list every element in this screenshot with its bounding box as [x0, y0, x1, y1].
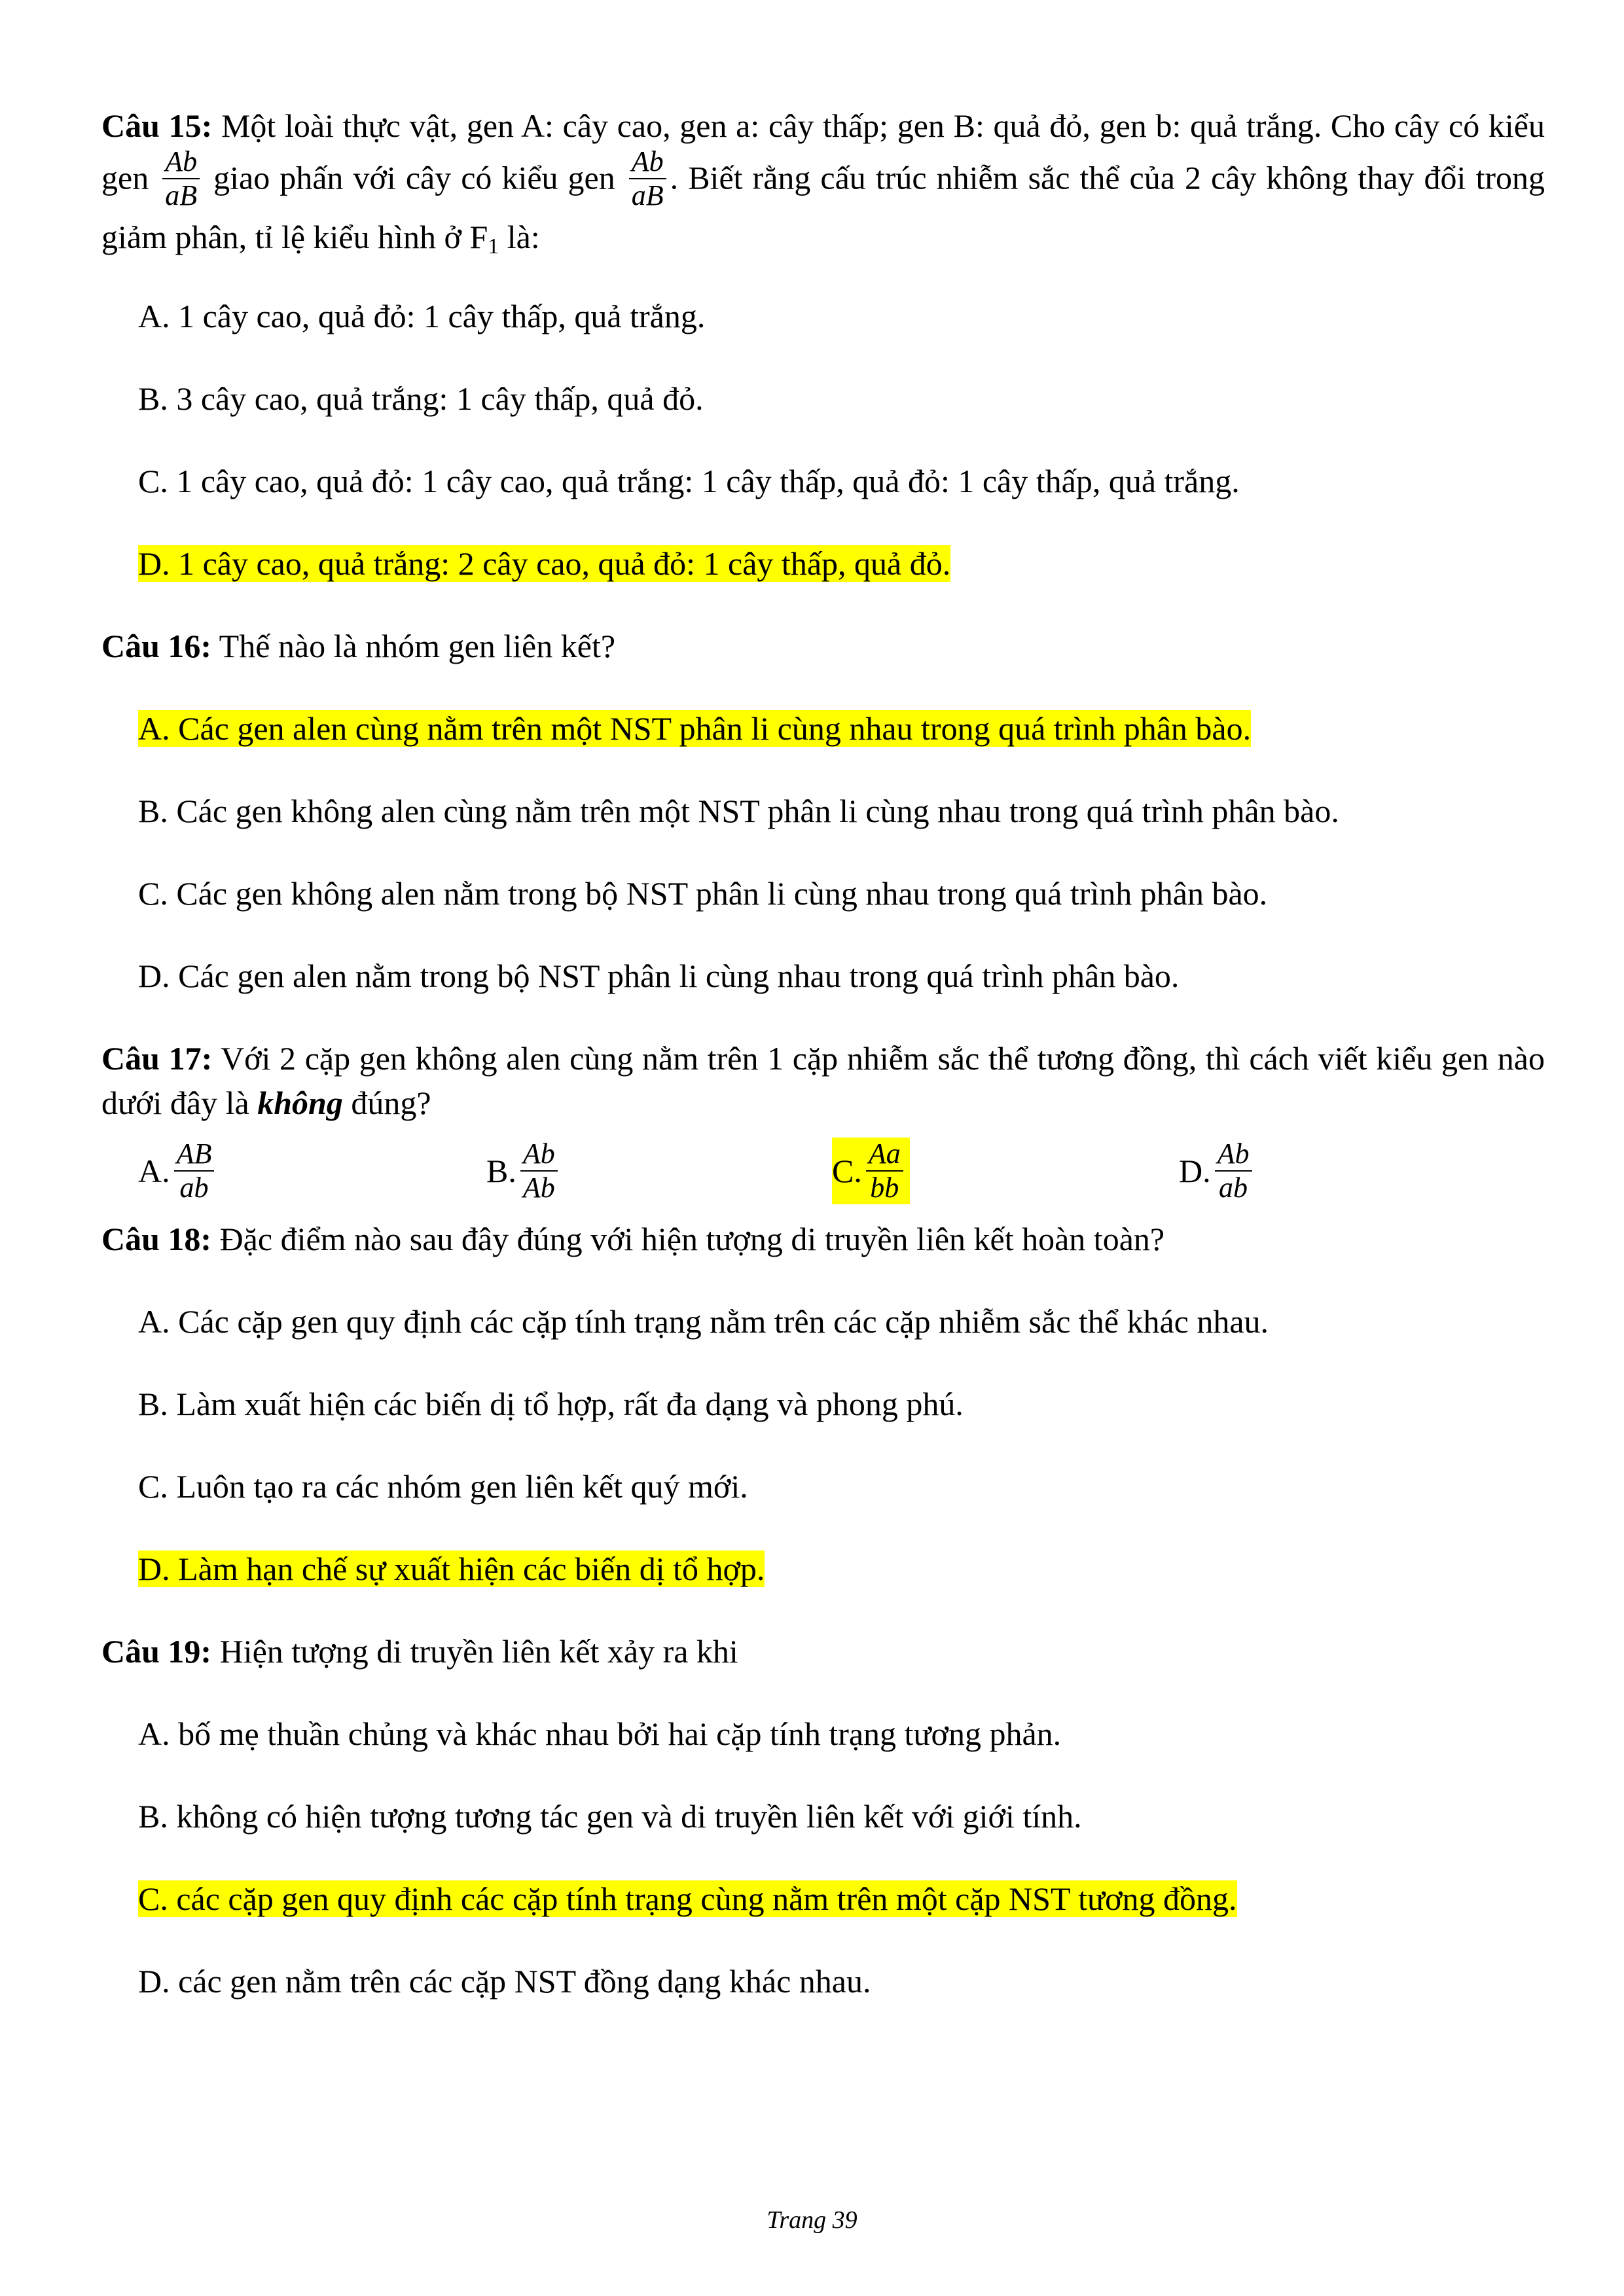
- q16-option-b: B. Các gen không alen cùng nằm trên một NST phân li cùng nhau trong quá trình phân bào.: [138, 793, 1339, 829]
- question-16: [101, 624, 1545, 668]
- page-number: Trang 39: [767, 2206, 857, 2234]
- q15-option-c: C. 1 cây cao, quả đỏ: 1 cây cao, quả trắng: 1 cây thấp, quả đỏ: 1 cây thấp, quả trắng.: [138, 463, 1240, 499]
- question-16-text: Thế nào là nhóm gen liên kết?: [211, 628, 616, 664]
- question-17-text-2: đúng?: [342, 1085, 431, 1121]
- question-16-label: Câu 16:: [101, 628, 212, 664]
- q17-option-a: A. $\frac{AB}{ab}$: [138, 1125, 218, 1217]
- genotype-fraction: $\frac{Ab}{Ab}$: [520, 1138, 558, 1204]
- genotype-fraction: $\frac{Ab}{ab}$: [1215, 1138, 1252, 1204]
- question-17-emphasis: không: [257, 1085, 343, 1121]
- genotype-fraction-1: $\frac{Ab}{aB}$: [162, 145, 200, 212]
- q17-option-b: B. $\frac{Ab}{Ab}$: [486, 1125, 562, 1217]
- q18-option-c: C. Luôn tạo ra các nhóm gen liên kết quý mới.: [138, 1468, 748, 1505]
- q15-option-b: B. 3 cây cao, quả trắng: 1 cây thấp, quả đỏ.: [138, 380, 704, 417]
- q19-option-d: D. các gen nằm trên các cặp NST đồng dạng khác nhau.: [138, 1963, 871, 2000]
- q19-option-c: [138, 1876, 1545, 1921]
- question-18-label: Câu 18:: [101, 1221, 212, 1257]
- question-15-text-4: là:: [499, 219, 540, 255]
- q15-option-d: [138, 541, 1545, 586]
- question-15-text-3: . Biết rằng cấu trúc nhiễm sắc thể của 2 cây không thay đổi trong giảm phân, tỉ lệ kiểu hình ở F: [101, 159, 1545, 255]
- q18-option-b: B. Làm xuất hiện các biến dị tổ hợp, rất đa dạng và phong phú.: [138, 1386, 964, 1422]
- q18-option-a: A. Các cặp gen quy định các cặp tính trạng nằm trên các cặp nhiễm sắc thể khác nhau.: [138, 1303, 1269, 1340]
- q16-option-d: D. Các gen alen nằm trong bộ NST phân li cùng nhau trong quá trình phân bào.: [138, 958, 1180, 994]
- answer-highlight: D. Làm hạn chế sự xuất hiện các biến dị tổ hợp.: [138, 1551, 765, 1587]
- q16-option-c: C. Các gen không alen nằm trong bộ NST phân li cùng nhau trong quá trình phân bào.: [138, 875, 1268, 912]
- q16-option-a: [138, 706, 1545, 751]
- question-19: [101, 1629, 1545, 1674]
- genotype-fraction: $\frac{AB}{ab}$: [174, 1138, 215, 1204]
- answer-highlight: C. $\frac{Aa}{bb}$: [832, 1138, 910, 1204]
- q19-option-a: A. bố mẹ thuần chủng và khác nhau bởi hai cặp tính trạng tương phản.: [138, 1715, 1062, 1752]
- q17-option-c: [832, 1125, 910, 1217]
- subscript-1: 1: [488, 234, 499, 259]
- question-19-text: Hiện tượng di truyền liên kết xảy ra khi: [211, 1633, 738, 1670]
- question-17: [101, 1036, 1545, 1125]
- question-18: [101, 1217, 1545, 1261]
- question-15: [101, 103, 1545, 269]
- q17-options-row: [138, 1125, 1545, 1217]
- question-18-text: Đặc điểm nào sau đây đúng với hiện tượng di truyền liên kết hoàn toàn?: [211, 1221, 1165, 1257]
- question-15-text-1: Một loài thực vật, gen A: cây cao, gen a: cây thấp; gen B: quả đỏ, gen b: quả trắng. Cho cây có kiểu gen: [101, 107, 1545, 196]
- question-15-label: Câu 15:: [101, 107, 213, 144]
- question-15-text-2: giao phấn với cây có kiểu gen: [204, 159, 625, 196]
- answer-highlight: D. 1 cây cao, quả trắng: 2 cây cao, quả đỏ: 1 cây thấp, quả đỏ.: [138, 545, 951, 582]
- answer-highlight: C. các cặp gen quy định các cặp tính trạng cùng nằm trên một cặp NST tương đồng.: [138, 1880, 1237, 1917]
- genotype-fraction: $\frac{Aa}{bb}$: [866, 1138, 903, 1204]
- q19-option-b: B. không có hiện tượng tương tác gen và di truyền liên kết với giới tính.: [138, 1798, 1082, 1835]
- q15-option-a: A. 1 cây cao, quả đỏ: 1 cây thấp, quả trắng.: [138, 298, 706, 334]
- answer-highlight: A. Các gen alen cùng nằm trên một NST phân li cùng nhau trong quá trình phân bào.: [138, 710, 1252, 747]
- question-17-label: Câu 17:: [101, 1040, 213, 1077]
- q17-option-d: D. $\frac{Ab}{ab}$: [1179, 1125, 1256, 1217]
- genotype-fraction-2: $\frac{Ab}{aB}$: [629, 145, 666, 212]
- q18-option-d: [138, 1547, 1545, 1591]
- document-page: [101, 98, 1545, 2003]
- question-17-text-1: Với 2 cặp gen không alen cùng nằm trên 1 cặp nhiễm sắc thể tương đồng, thì cách viết kiểu gen nào dưới đây là: [101, 1040, 1545, 1121]
- question-19-label: Câu 19:: [101, 1633, 212, 1670]
